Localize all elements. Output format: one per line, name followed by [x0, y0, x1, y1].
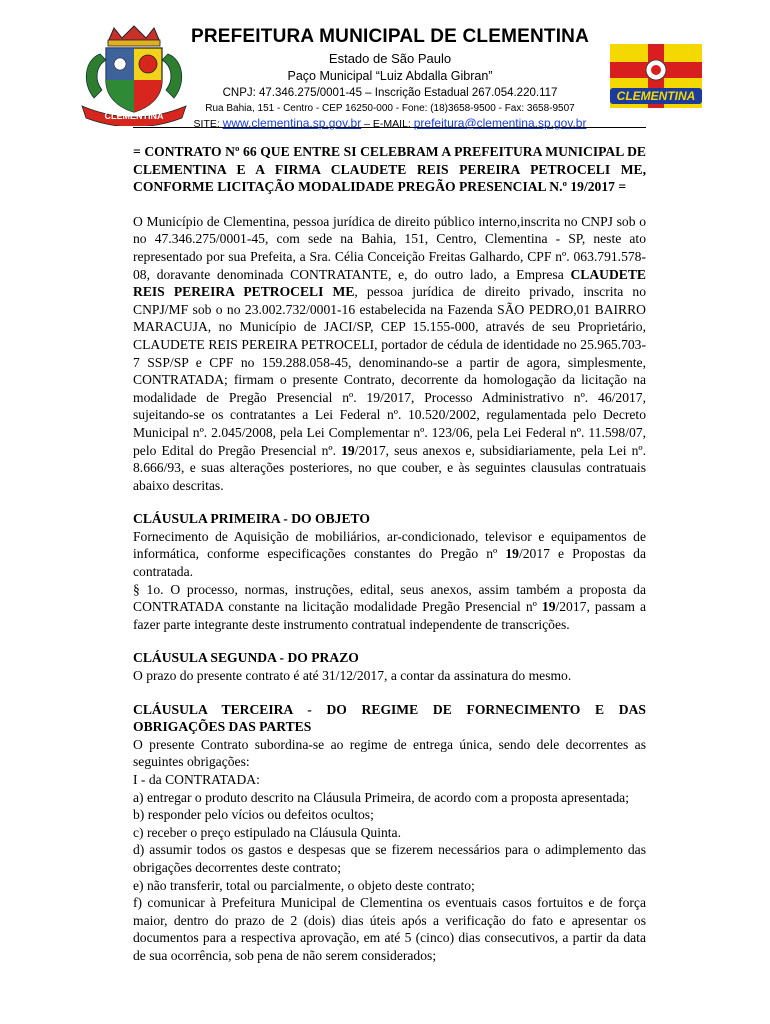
- clause-1-paragraph-2: [133, 581, 646, 634]
- website-link[interactable]: www.clementina.sp.gov.br: [222, 116, 362, 130]
- company-name: CLAUDETE REIS PEREIRA PETROCELI ME: [133, 266, 646, 300]
- cnpj-line: CNPJ: 47.346.275/0001-45 – Inscrição Estadual 267.054.220.117: [222, 87, 558, 99]
- paco-line: Paço Municipal “Luiz Abdalla Gibran”: [287, 69, 493, 83]
- preamble-paragraph: [133, 213, 646, 495]
- letterhead-text: [180, 26, 600, 132]
- clause-2-title: CLÁUSULA SEGUNDA - DO PRAZO: [133, 650, 359, 666]
- header-divider: [133, 127, 646, 128]
- list-item: b) responder pelo vícios ou defeitos ocultos;: [133, 807, 374, 823]
- clause-3-intro: O presente Contrato subordina-se ao regime de entrega única, sendo dele decorrentes as seguintes obrigações:: [133, 736, 646, 770]
- clause-3-title: CLÁUSULA TERCEIRA - DO REGIME DE FORNECIMENTO E DAS OBRIGAÇÕES DAS PARTES: [133, 701, 646, 735]
- clause-1-p2-text-c: /2017, passam a fazer parte integrante deste instrumento contratual independente de transcrições.: [133, 599, 646, 632]
- flag-banner-text: CLEMENTINA: [616, 89, 696, 103]
- email-link[interactable]: prefeitura@clementina.sp.gov.br: [413, 116, 587, 130]
- preamble-text-1: O Município de Clementina, pessoa jurídica de direito público interno,inscrita no CNPJ sob o no 47.346.275/0001-45, com sede na Bahia, 151, Centro, Clementina - SP, neste ato representado por sua Prefeita, a Sra. Célia Conceição Freitas Galhardo, CPF nº. 063.791.578-08, doravante denominada CONTRATANTE, e, do outro lado, a Empresa: [133, 213, 646, 282]
- list-item: d) assumir todos os gastos e despesas que se fizerem necessários para o adimplemento das obrigações decorrentes deste contrato;: [133, 842, 646, 875]
- list-item: a) entregar o produto descrito na Cláusula Primeira, de acordo com a proposta apresentada;: [133, 789, 629, 805]
- address-line: Rua Bahia, 151 - Centro - CEP 16250-000 - Fone: (18)3658-9500 - Fax: 3658-9507: [205, 103, 575, 114]
- clause-1-p2-pregao-number: 19: [541, 599, 556, 615]
- edital-number: 19: [341, 442, 355, 458]
- list-item: c) receber o preço estipulado na Cláusula Quinta.: [133, 824, 401, 840]
- municipal-flag-logo: [610, 44, 702, 108]
- clause-1-p2-text-a: § 1o. O processo, normas, instruções, edital, seus anexos, assim também a proposta da CONTRATADA constante na licitação modalidade Pregão Presencial nº: [133, 581, 646, 615]
- clause-1-pregao-number: 19: [505, 546, 519, 562]
- contract-title: = CONTRATO Nº 66 QUE ENTRE SI CELEBRAM A PREFEITURA MUNICIPAL DE CLEMENTINA E A FIRMA CLAUDETE REIS PEREIRA PETROCELI ME, CONFORME LICITAÇÃO MODALIDADE PREGÃO PRESENCIAL N.º 19/2017 =: [133, 144, 646, 195]
- preamble-text-2: , pessoa jurídica de direito privado, inscrita no CNPJ/MF sob o no 23.002.732/0001-16 estabelecida na Fazenda SÃO PEDRO,01 BAIRRO MARACUJA, no Município de JACI/SP, CEP 15.155-000, através de seu Proprietário, CLAUDETE REIS PEREIRA PETROCELI, portador de cédula de identidade no 25.965.703-7 SSP/SP e CPF no 159.288.058-45, denominando-se a partir de agora, simplesmente, CONTRATADA; firmam o presente Contrato, decorrente da homologação da licitação na modalidade de Pregão Presencial nº. 19/2017, Processo Administrativo nº. 46/2017, sujeitando-se os contratantes a Lei Federal nº. 10.520/2002, regulamentada pelo Decreto Municipal nº. 2.045/2008, pela Lei Complementar nº. 123/06, pela Lei Federal nº. 11.598/07, pelo Edital do Pregão Presencial nº.: [133, 284, 646, 458]
- crest-banner-text: CLEMENTINA: [104, 111, 164, 121]
- letterhead: [0, 0, 770, 135]
- municipality-title: PREFEITURA MUNICIPAL DE CLEMENTINA: [190, 26, 590, 47]
- coat-of-arms-logo: [78, 24, 190, 126]
- clause-1-text-c: /2017 e Propostas da contratada.: [133, 546, 646, 580]
- site-label: SITE:: [193, 118, 223, 130]
- state-line: Estado de São Paulo: [328, 51, 452, 66]
- list-item: f) comunicar à Prefeitura Municipal de Clementina os eventuais casos fortuitos e de força maior, dentro do prazo de 2 (dois) dias úteis após a verificação do fato e apresentar os documentos para a respectiva aprovação, em até 5 (cinco) dias consecutivos, a partir da data de sua ocorrência, sob pena de não serem considerados;: [133, 895, 646, 963]
- contact-line: [180, 116, 600, 132]
- email-label: – E-MAIL:: [361, 118, 414, 130]
- contract-body: [133, 143, 646, 965]
- preamble-text-3: /2017, seus anexos e, subsidiariamente, pela Lei nº. 8.666/93, e suas alterações posteriores, no que couber, e às seguintes clausulas contratuais abaixo descritas.: [133, 442, 646, 493]
- clause-3-subhead: I - da CONTRATADA:: [133, 772, 260, 787]
- clause-1-text-a: Fornecimento de Aquisição de mobiliários, ar-condicionado, televisor e equipamentos de informática, conforme especificações constantes do Pregão nº: [133, 528, 646, 562]
- clause-2-text: O prazo do presente contrato é até 31/12/2017, a contar da assinatura do mesmo.: [133, 668, 572, 684]
- clause-1-paragraph-1: [133, 528, 646, 581]
- list-item: e) não transferir, total ou parcialmente, o objeto deste contrato;: [133, 877, 475, 893]
- clause-1-title: CLÁUSULA PRIMEIRA - DO OBJETO: [133, 511, 370, 527]
